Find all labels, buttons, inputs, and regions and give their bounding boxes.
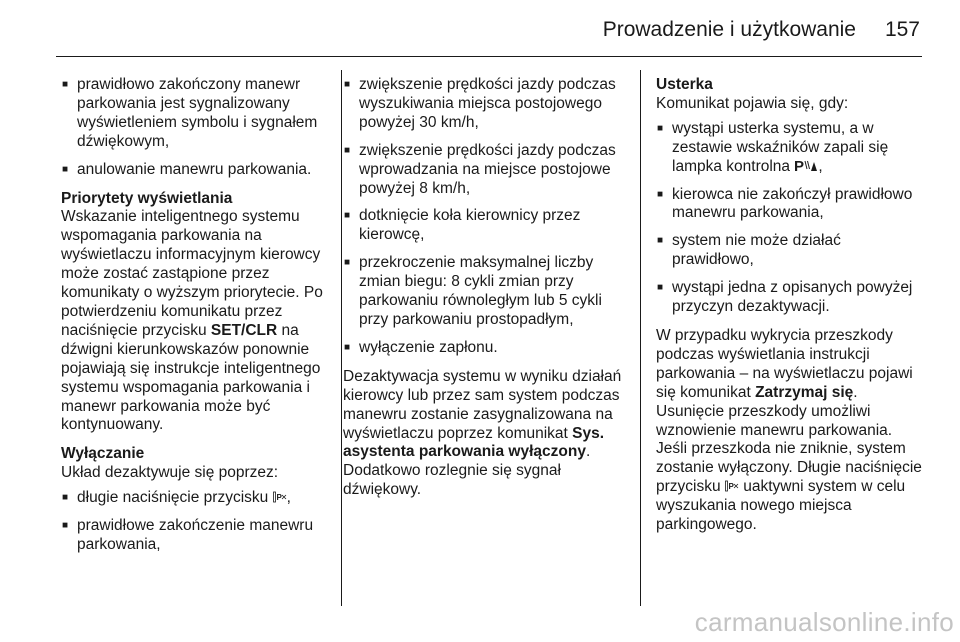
svg-text:P: P <box>794 157 805 173</box>
list-item: ■ dotknięcie koła kierownicy przez kierowcę, <box>343 207 633 245</box>
paragraph: Komunikat pojawia się, gdy: <box>656 94 849 112</box>
section-heading: Wyłączanie <box>61 445 145 463</box>
list-item: ■ kierowca nie zakończył prawidłowo manewru parkowania, <box>656 186 926 224</box>
header-rule <box>56 56 922 57</box>
list-1 <box>61 76 331 180</box>
list-item: ■ system nie może działać prawidłowo, <box>656 232 926 270</box>
parking-assist-button-icon <box>273 490 287 502</box>
paragraph: Dezaktywacja systemu w wyniku działań kierowcy lub przez sam system podczas manewru zostanie zasygnalizowana na wyświetlaczu poprzez komunikat Sys. asystenta parkowania wyłączony. Dodatkowo rozlegnie się sygnał dźwiękowy. <box>343 367 622 499</box>
paragraph: Układ dezaktywuje się poprzez: <box>61 464 279 482</box>
list-item: ■ anulowanie manewru parkowania. <box>61 161 331 180</box>
list-4 <box>656 120 926 317</box>
page-number: 157 <box>884 18 920 41</box>
list-item: ■ długie naciśnięcie przycisku P , <box>61 489 331 508</box>
list-item: ■ zwiększenie prędkości jazdy podczas wprowadzania na miejsce postojowe powyżej 8 km/h, <box>343 142 633 199</box>
list-2 <box>61 489 331 555</box>
column-1 <box>61 76 331 565</box>
list-item: ■ wystąpi usterka systemu, a w zestawie wskaźników zapali się lampka kontrolna P , <box>656 120 926 177</box>
column-3 <box>656 76 926 545</box>
parking-assist-button-icon <box>725 479 739 491</box>
section-heading: Usterka <box>656 76 713 93</box>
list-item: ■ zwiększenie prędkości jazdy podczas wyszukiwania miejsca postojowego powyżej 30 km/h, <box>343 76 633 133</box>
paragraph: Usunięcie przeszkody umożliwi wznowienie manewru parkowania. Jeśli przeszkoda nie zniknie, system zostanie wyłączony. Długie naciśnięcie przycisku P uaktywni system w celu wyszukania nowego miejsca parkingowego. <box>656 402 922 534</box>
list-3 <box>343 76 633 358</box>
list-item: ■ wystąpi jedna z opisanych powyżej przyczyn dezaktywacji. <box>656 279 926 317</box>
svg-text:P: P <box>276 493 282 503</box>
list-item: ■ wyłączenie zapłonu. <box>343 339 633 358</box>
list-item: ■ prawidłowo zakończony manewr parkowania jest sygnalizowany wyświetleniem symbolu i sygnałem dźwiękowym, <box>61 76 331 152</box>
paragraph: W przypadku wykrycia przeszkody podczas wyświetlania instrukcji parkowania – na wyświetlaczu pojawi się komunikat Zatrzymaj się. <box>656 326 913 401</box>
page-header <box>0 0 960 60</box>
column-divider-2 <box>640 70 641 606</box>
watermark: carmanualsonline.info <box>694 607 954 637</box>
parking-assist-lamp-icon <box>794 158 818 173</box>
column-2 <box>343 76 633 510</box>
svg-text:P: P <box>728 482 734 492</box>
list-item: ■ przekroczenie maksymalnej liczby zmian biegu: 8 cykli zmian przy parkowaniu równoległym lub 5 cykli przy parkowaniu prostopadłym, <box>343 254 633 330</box>
page-title: Prowadzenie i użytkowanie <box>602 18 856 41</box>
list-item: ■ prawidłowe zakończenie manewru parkowania, <box>61 517 331 555</box>
section-heading: Priorytety wyświetlania <box>61 189 233 207</box>
paragraph: Wskazanie inteligentnego systemu wspomagania parkowania na wyświetlaczu informacyjnym kierowcy może zostać zastąpione przez komunikaty o wyższym priorytecie. Po potwierdzeniu komunikatu przez naciśnięcie przycisku SET/CLR na dźwigni kierunkowskazów ponownie pojawiają się instrukcje inteligentnego systemu wspomagania parkowania i manewr parkowania może być kontynuowany. <box>61 208 323 434</box>
column-divider-1 <box>341 70 342 606</box>
